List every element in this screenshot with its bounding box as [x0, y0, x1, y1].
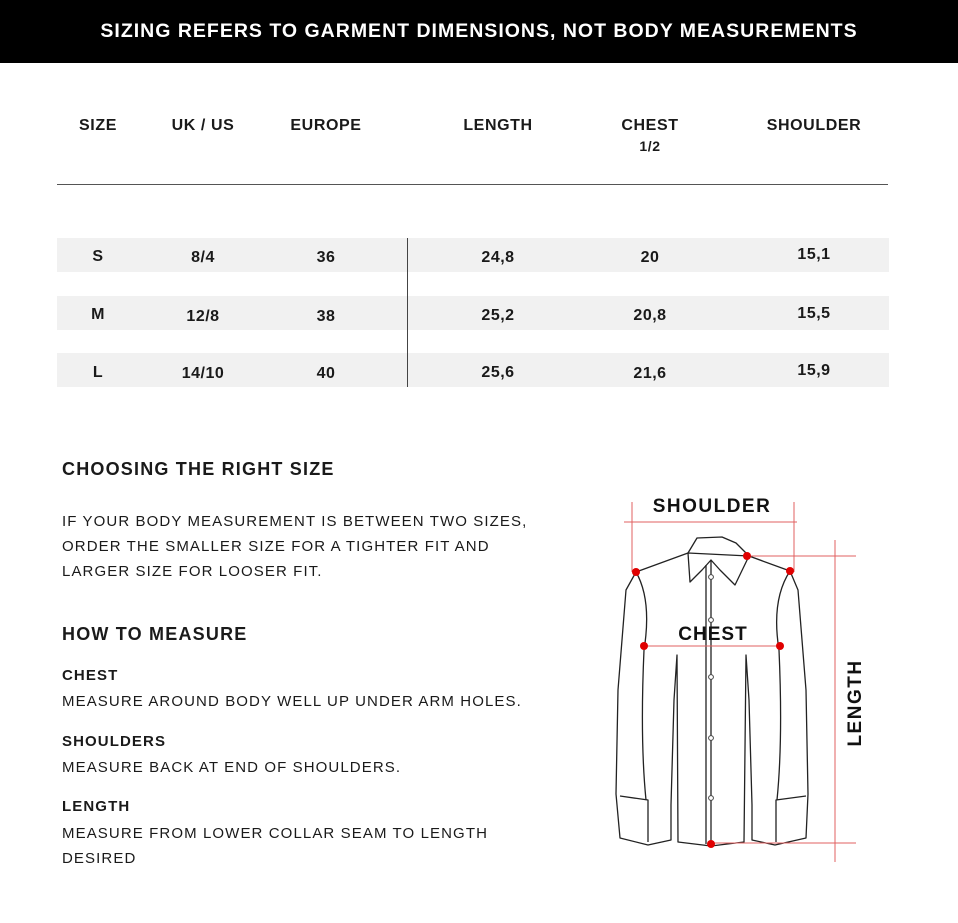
choosing-line: LARGER SIZE FOR LOOSER FIT.	[62, 563, 323, 580]
header-length: LENGTH	[463, 117, 533, 134]
cell-size: M	[91, 306, 105, 323]
cell-length: 25,2	[481, 307, 515, 324]
header-chest-label: CHEST	[621, 117, 679, 134]
header-europe: EUROPE	[290, 117, 362, 134]
cell-europe: 38	[316, 308, 336, 325]
cell-size: S	[92, 248, 104, 265]
hem-marker	[707, 840, 715, 848]
cell-uk-us: 12/8	[186, 308, 220, 325]
diagram-length-label: LENGTH	[845, 659, 866, 747]
shoulders-text: MEASURE BACK AT END OF SHOULDERS.	[62, 759, 402, 776]
shoulder-left-marker	[632, 568, 640, 576]
banner-text: SIZING REFERS TO GARMENT DIMENSIONS, NOT BODY MEASUREMENTS	[100, 20, 858, 42]
collar	[688, 537, 749, 585]
diagram-chest-label: CHEST	[678, 624, 748, 645]
chest-title: CHEST	[62, 667, 119, 684]
choosing-line: ORDER THE SMALLER SIZE FOR A TIGHTER FIT AND	[62, 538, 490, 555]
cell-europe: 40	[316, 365, 336, 382]
collar-marker	[743, 552, 751, 560]
chest-right-marker	[776, 642, 784, 650]
length-text-line: MEASURE FROM LOWER COLLAR SEAM TO LENGTH	[62, 825, 489, 842]
choosing-title: CHOOSING THE RIGHT SIZE	[62, 459, 335, 479]
choosing-line: IF YOUR BODY MEASUREMENT IS BETWEEN TWO SIZES,	[62, 513, 528, 530]
length-title: LENGTH	[62, 798, 131, 815]
header-shoulder: SHOULDER	[766, 117, 862, 134]
cell-chest: 20,8	[633, 307, 667, 324]
cell-uk-us: 14/10	[181, 365, 225, 382]
cell-size: L	[92, 364, 104, 381]
cell-length: 25,6	[481, 364, 515, 381]
chest-left-marker	[640, 642, 648, 650]
cell-chest: 21,6	[633, 365, 667, 382]
cell-uk-us: 8/4	[191, 249, 215, 266]
cell-shoulder: 15,1	[797, 246, 831, 263]
shoulders-title: SHOULDERS	[62, 733, 167, 750]
chest-text: MEASURE AROUND BODY WELL UP UNDER ARM HOLES.	[62, 693, 522, 710]
diagram-shoulder-label: SHOULDER	[652, 496, 772, 517]
cell-shoulder: 15,9	[797, 362, 831, 379]
length-text-line: DESIRED	[62, 850, 137, 867]
shoulder-right-marker	[786, 567, 794, 575]
header-chest-sub: 1/2	[639, 138, 661, 154]
how-to-measure-title: HOW TO MEASURE	[62, 624, 248, 644]
header-size: SIZE	[79, 117, 117, 134]
cell-chest: 20	[640, 249, 660, 266]
cell-shoulder: 15,5	[797, 305, 831, 322]
cell-length: 24,8	[481, 249, 515, 266]
cell-europe: 36	[316, 249, 336, 266]
header-uk-us: UK / US	[171, 117, 235, 134]
